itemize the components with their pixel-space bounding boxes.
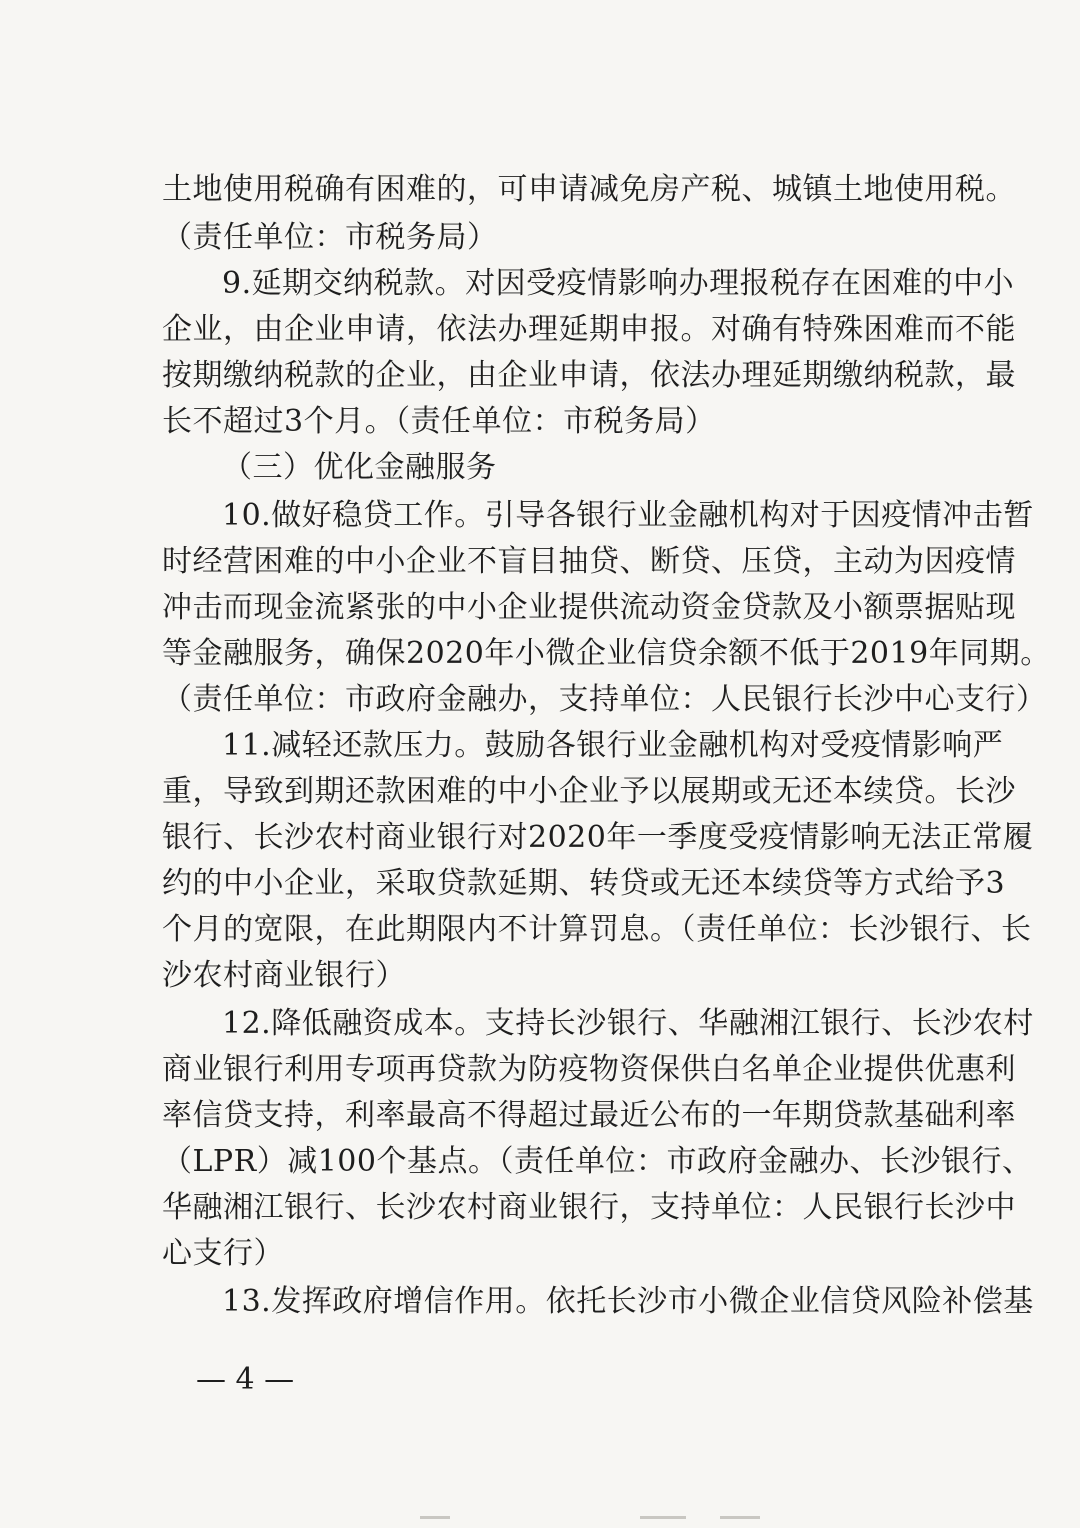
body-line: 华融湘江银行、长沙农村商业银行，支持单位：人民银行长沙中: [162, 1190, 1016, 1225]
scan-artifact: [720, 1516, 760, 1519]
body-line: 冲击而现金流紧张的中小企业提供流动资金贷款及小额票据贴现: [162, 590, 1016, 625]
scan-artifact: [420, 1516, 450, 1519]
body-line: 时经营困难的中小企业不盲目抽贷、断贷、压贷，主动为因疫情: [162, 544, 1016, 579]
body-line: 等金融服务，确保2020年小微企业信贷余额不低于2019年同期。: [162, 636, 1051, 671]
section-heading: （三）优化金融服务: [222, 450, 497, 485]
body-line: 银行、长沙农村商业银行对2020年一季度受疫情影响无法正常履: [162, 820, 1034, 855]
body-line: 9.延期交纳税款。对因受疫情影响办理报税存在困难的中小: [222, 266, 1015, 301]
body-line: 个月的宽限，在此期限内不计算罚息。（责任单位：长沙银行、长: [162, 912, 1032, 947]
body-line: 10.做好稳贷工作。引导各银行业金融机构对于因疫情冲击暂: [222, 498, 1034, 533]
page-number: — 4 —: [196, 1362, 295, 1397]
body-line: 按期缴纳税款的企业，由企业申请，依法办理延期缴纳税款，最: [162, 358, 1016, 393]
body-line: 13.发挥政府增信作用。依托长沙市小微企业信贷风险补偿基: [222, 1284, 1034, 1319]
body-line: 约的中小企业，采取贷款延期、转贷或无还本续贷等方式给予3: [162, 866, 1006, 901]
body-line: 率信贷支持，利率最高不得超过最近公布的一年期贷款基础利率: [162, 1098, 1016, 1133]
body-line: （LPR）减100个基点。（责任单位：市政府金融办、长沙银行、: [162, 1144, 1033, 1179]
body-line: （责任单位：市政府金融办，支持单位：人民银行长沙中心支行）: [162, 682, 1047, 717]
body-line: 土地使用税确有困难的，可申请减免房产税、城镇土地使用税。: [162, 172, 1016, 207]
body-line: （责任单位：市税务局）: [162, 220, 498, 255]
body-line: 企业，由企业申请，依法办理延期申报。对确有特殊困难而不能: [162, 312, 1016, 347]
body-line: 沙农村商业银行）: [162, 958, 406, 993]
body-line: 重，导致到期还款困难的中小企业予以展期或无还本续贷。长沙: [162, 774, 1016, 809]
body-line: 商业银行利用专项再贷款为防疫物资保供白名单企业提供优惠利: [162, 1052, 1016, 1087]
scan-artifact: [640, 1516, 686, 1519]
body-line: 长不超过3个月。（责任单位：市税务局）: [162, 404, 716, 439]
body-line: 12.降低融资成本。支持长沙银行、华融湘江银行、长沙农村: [222, 1006, 1034, 1041]
body-line: 心支行）: [162, 1236, 284, 1271]
body-line: 11.减轻还款压力。鼓励各银行业金融机构对受疫情影响严: [222, 728, 1004, 763]
